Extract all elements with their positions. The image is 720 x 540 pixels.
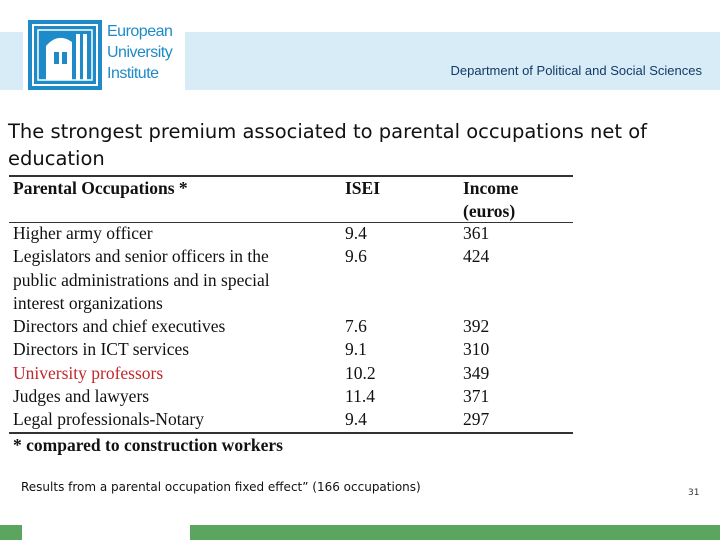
isei-cell: 11.4 bbox=[345, 386, 375, 407]
income-cell: 310 bbox=[463, 339, 490, 360]
table-row bbox=[9, 315, 573, 338]
income-cell: 361 bbox=[463, 223, 490, 243]
occupation-cell bbox=[13, 338, 338, 361]
isei-cell: 10.2 bbox=[345, 362, 376, 383]
occupation-line: Judges and lawyers bbox=[13, 386, 150, 407]
occupation-line: University professors bbox=[13, 362, 164, 383]
occupation-cell bbox=[13, 408, 338, 431]
occupation-cell bbox=[13, 315, 338, 338]
occupation-line: public administrations and in special bbox=[13, 269, 270, 290]
income-cell: 371 bbox=[463, 386, 490, 407]
income-cell: 349 bbox=[463, 362, 490, 383]
table-body bbox=[9, 222, 573, 432]
occupation-line: Directors in ICT services bbox=[13, 339, 190, 360]
table-row bbox=[9, 245, 573, 315]
table-footnote: * compared to construction workers bbox=[13, 435, 283, 455]
table-row bbox=[9, 362, 573, 385]
occupation-line: Directors and chief executives bbox=[13, 316, 226, 337]
logo-line-3: Institute bbox=[107, 65, 159, 82]
income-cell: 297 bbox=[463, 409, 490, 430]
table-row bbox=[9, 338, 573, 361]
header-income bbox=[463, 177, 563, 224]
occupation-line: Legislators and senior officers in the bbox=[13, 246, 269, 267]
isei-cell: 9.4 bbox=[345, 409, 367, 430]
occupation-cell bbox=[13, 245, 338, 315]
footer-bar-left bbox=[0, 525, 22, 540]
results-note: Results from a parental occupation fixed effect” (166 occupations) bbox=[21, 480, 421, 494]
isei-cell: 9.1 bbox=[345, 339, 367, 360]
footer-bar-right bbox=[190, 525, 720, 540]
isei-cell: 9.6 bbox=[345, 246, 367, 267]
occupation-cell bbox=[13, 362, 338, 385]
header-isei: ISEI bbox=[345, 178, 381, 198]
page-number: 31 bbox=[688, 488, 700, 498]
occupation-line: Legal professionals-Notary bbox=[13, 409, 204, 430]
header-occupation: Parental Occupations * bbox=[13, 178, 188, 198]
header-income-line2: (euros) bbox=[463, 201, 516, 222]
isei-cell: 7.6 bbox=[345, 316, 367, 337]
logo-wordmark bbox=[107, 21, 185, 84]
slide-title: The strongest premium associated to parental occupations net of education bbox=[8, 120, 647, 170]
table-row bbox=[9, 222, 573, 245]
occupation-line: interest organizations bbox=[13, 292, 163, 313]
eui-building-logo-icon bbox=[28, 20, 102, 90]
logo-line-1: European bbox=[107, 23, 173, 40]
table-row bbox=[9, 385, 573, 408]
table-row bbox=[9, 408, 573, 431]
logo-line-2: University bbox=[107, 44, 173, 61]
income-cell: 392 bbox=[463, 316, 490, 337]
occupation-line: Higher army officer bbox=[13, 223, 153, 243]
department-name: Department of Political and Social Sciences bbox=[450, 63, 702, 78]
header-income-line1: Income bbox=[463, 178, 519, 198]
occupation-table bbox=[9, 175, 573, 455]
isei-cell: 9.4 bbox=[345, 223, 367, 243]
occupation-cell bbox=[13, 222, 338, 245]
occupation-cell bbox=[13, 385, 338, 408]
eui-logo bbox=[23, 15, 185, 95]
income-cell: 424 bbox=[463, 246, 490, 267]
